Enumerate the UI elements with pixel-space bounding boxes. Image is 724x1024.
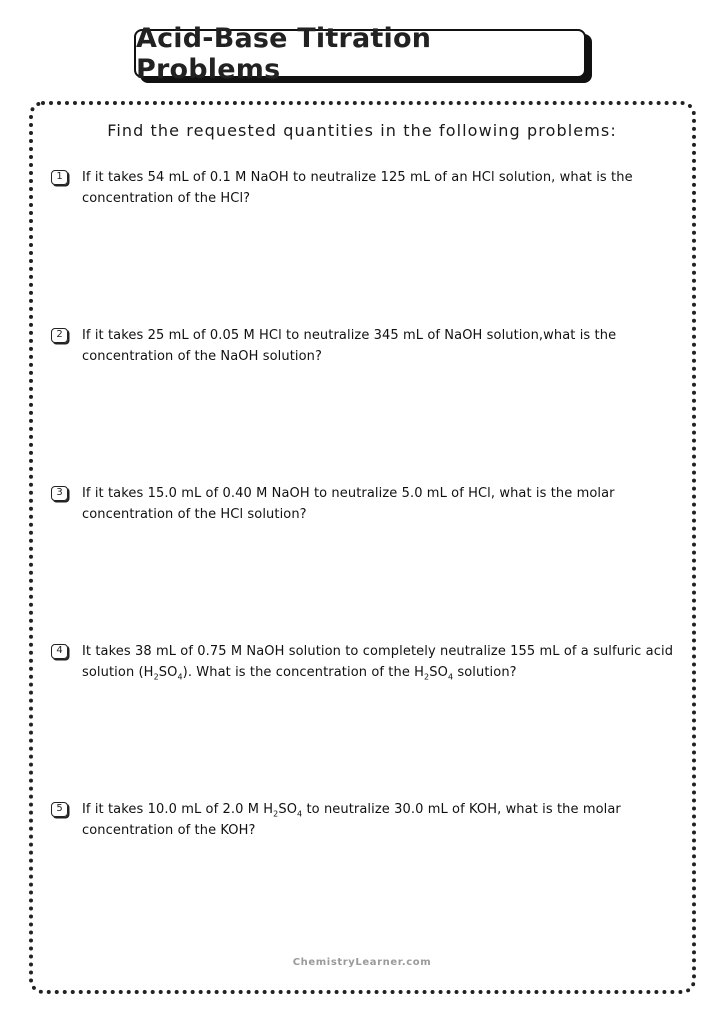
problem-text <box>82 799 674 841</box>
problem-text <box>82 641 674 683</box>
text-segment: to neutralize 30.0 mL of KOH, what is the molar concentration of the KOH? <box>82 802 621 838</box>
problem-number-badge: 5 <box>51 802 68 817</box>
problem-number-badge: 4 <box>51 644 68 659</box>
subscript: 2 <box>424 672 430 682</box>
dotted-worksheet-frame <box>29 101 696 994</box>
subscript: 2 <box>153 672 159 682</box>
subscript: 4 <box>447 672 454 682</box>
text-segment: SO <box>158 665 178 680</box>
text-segment: SO <box>429 665 448 680</box>
problem-text: If it takes 15.0 mL of 0.40 M NaOH to neutralize 5.0 mL of HCl, what is the molar concentration of the HCl solution? <box>82 486 615 522</box>
subscript: 2 <box>273 809 279 819</box>
footer-watermark: ChemistryLearner.com <box>292 957 432 968</box>
text-segment: SO <box>278 802 298 817</box>
title-banner <box>134 22 594 85</box>
instruction-text: Find the requested quantities in the following problems: <box>107 121 617 140</box>
problem-number-badge: 3 <box>51 486 68 501</box>
subscript: 4 <box>297 809 303 819</box>
text-segment: solution? <box>453 665 517 680</box>
subscript: 4 <box>177 672 183 682</box>
text-segment: ). What is the concentration of the H <box>182 665 425 680</box>
page-title: Acid-Base Titration Problems <box>134 29 586 78</box>
problem-text: If it takes 25 mL of 0.05 M HCl to neutralize 345 mL of NaOH solution,what is the concentration of the NaOH solution? <box>82 328 617 364</box>
problem-number-badge: 1 <box>51 170 68 185</box>
text-segment: It takes 38 mL of 0.75 M NaOH solution to completely neutralize 155 mL of a sulfuric acid solution (H <box>82 644 674 680</box>
problem-text: If it takes 54 mL of 0.1 M NaOH to neutralize 125 mL of an HCl solution, what is the concentration of the HCl? <box>82 170 633 206</box>
text-segment: If it takes 10.0 mL of 2.0 M H <box>82 802 274 817</box>
problem-number-badge: 2 <box>51 328 68 343</box>
